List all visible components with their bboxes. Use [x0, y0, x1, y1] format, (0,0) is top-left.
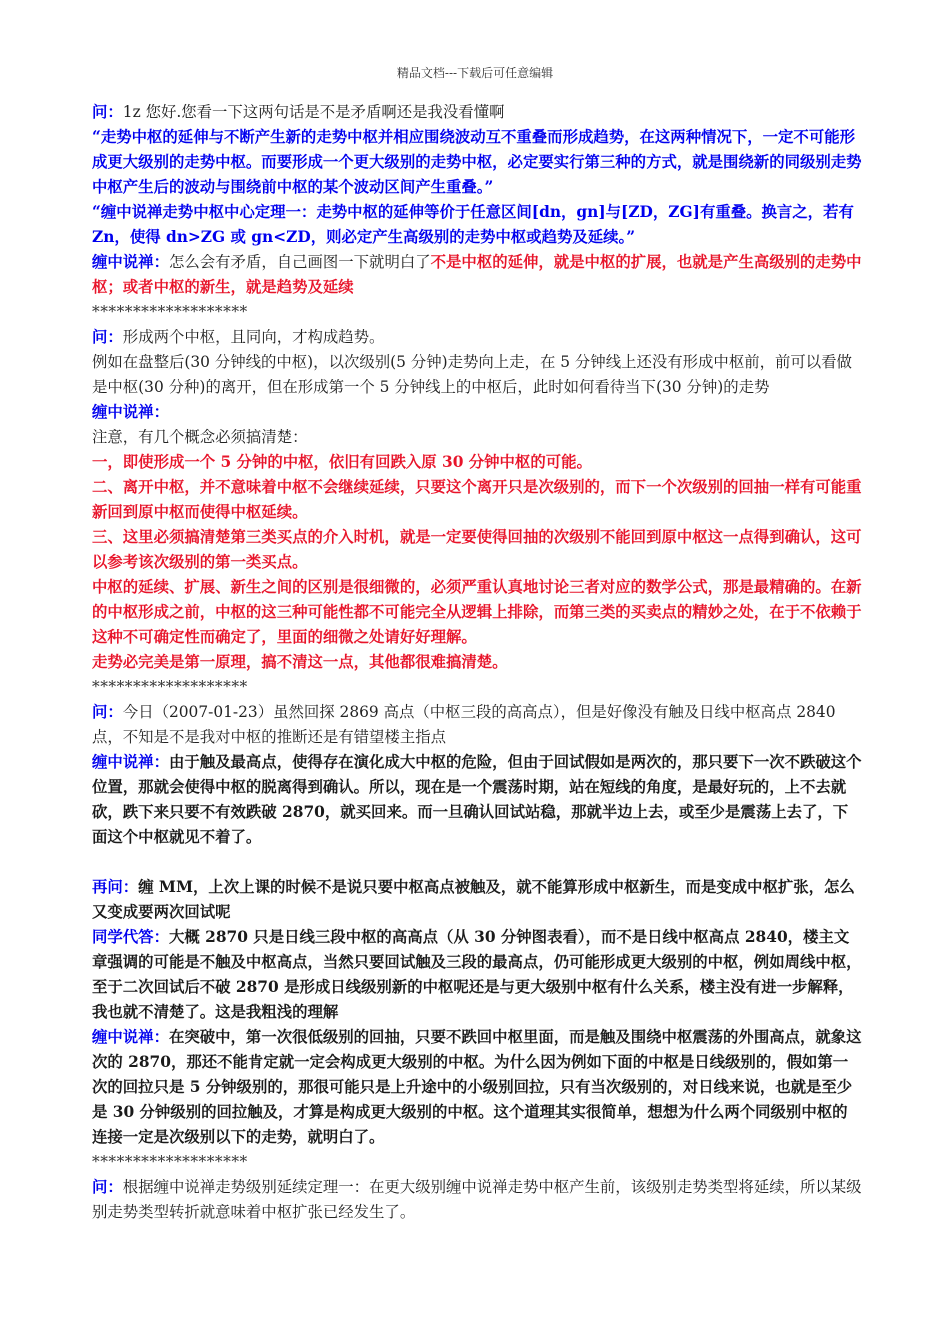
answer-3b	[92, 1025, 862, 1150]
document-body	[92, 100, 862, 1225]
question-1	[92, 100, 862, 125]
question-text: 形成两个中枢，且同向，才构成趋势。	[122, 328, 385, 346]
separator-2: *******************	[92, 678, 248, 696]
question-2-detail: 例如在盘整后(30 分钟线的中枢)，以次级别(5 分钟)走势向上走，在 5 分钟线上还没有形成中枢前，前可以看做是中枢(30 分种)的离开，但在形成第一个 5 分钟线上的中枢后，此时如何看待当下(30 分钟)的走势	[92, 353, 852, 396]
classmate-label: 同学代答：	[92, 928, 169, 946]
answer-label: 缠中说禅：	[92, 403, 169, 421]
answer-label: 缠中说禅：	[92, 753, 169, 771]
page-header: 精品文档---下载后可任意编辑	[396, 66, 554, 80]
answer-highlight: 不是中枢的延伸，就是中枢的扩展，也就是产生高级别的走势中枢；或者中枢的新生，就是趋势及延续	[92, 253, 862, 296]
question-3	[92, 700, 862, 750]
answer-point-5: 走势必完美是第一原理，搞不清这一点，其他都很难搞清楚。	[92, 653, 508, 671]
answer-1	[92, 250, 862, 300]
question-label: 问：	[92, 1178, 123, 1196]
classmate-text: 大概 2870 只是日线三段中枢的高高点（从 30 分钟图表看），而不是日线中枢高点 2840，楼主文章强调的可能是不触及中枢高点，当然只要回试触及三段的最高点，仍可能形成更大级别的中枢，例如周线中枢，至于二次回试后不破 2870 是形成日线级别新的中枢呢还是与更大级别中枢有什么关系，楼主没有进一步解释，我也就不清楚了。这是我粗浅的理解	[92, 928, 862, 1021]
quote-1: “走势中枢的延伸与不断产生新的走势中枢并相应围绕波动互不重叠而形成趋势，在这两种情况下，一定不可能形成更大级别的走势中枢。而要形成一个更大级别的走势中枢，必定要实行第三种的方式，就是围绕新的同级别走势中枢产生后的波动与围绕前中枢的某个波动区间产生重叠。”	[92, 128, 862, 196]
followup-question	[92, 875, 862, 925]
question-4	[92, 1175, 862, 1225]
separator-3: *******************	[92, 1153, 248, 1171]
question-label: 问：	[92, 103, 123, 121]
answer-text: 怎么会有矛盾，自己画图一下就明白了	[168, 253, 431, 271]
followup-text: 缠 MM，上次上课的时候不是说只要中枢高点被触及，就不能算形成中枢新生，而是变成中枢扩张，怎么又变成要两次回试呢	[92, 878, 855, 921]
question-label: 问：	[92, 703, 123, 721]
quote-2: “缠中说禅走势中枢中心定理一：走势中枢的延伸等价于任意区间[dn，gn]与[ZD，ZG]有重叠。换言之，若有 Zn，使得 dn>ZG 或 gn<ZD，则必定产生高级别的走势中枢或趋势及延续。”	[92, 203, 854, 246]
followup-label: 再问：	[92, 878, 139, 896]
answer-label: 缠中说禅：	[92, 1028, 169, 1046]
answer-text: 由于触及最高点，使得存在演化成大中枢的危险，但由于回试假如是两次的，那只要下一次不跌破这个位置，那就会使得中枢的脱离得到确认。所以，现在是一个震荡时期，站在短线的角度，是最好玩的，上不去就砍，跌下来只要不有效跌破 2870，就买回来。而一旦确认回试站稳，那就半边上去，或至少是震荡上去了，下面这个中枢就见不着了。	[92, 753, 862, 846]
question-text: 今日（2007-01-23）虽然回探 2869 高点（中枢三段的高高点），但是好像没有触及日线中枢高点 2840 点，不知是不是我对中枢的推断还是有错望楼主指点	[92, 703, 836, 746]
answer-point-3: 三、这里必须搞清楚第三类买点的介入时机，就是一定要使得回抽的次级别不能回到原中枢这一点得到确认，这可以参考该次级别的第一类买点。	[92, 528, 862, 571]
question-2	[92, 325, 862, 350]
question-text: 1z 您好.您看一下这两句话是不是矛盾啊还是我没看懂啊	[122, 103, 505, 121]
separator-1: *******************	[92, 303, 248, 321]
answer-point-4: 中枢的延续、扩展、新生之间的区别是很细微的，必须严重认真地讨论三者对应的数学公式，那是最精确的。在新的中枢形成之前，中枢的这三种可能性都不可能完全从逻辑上排除，而第三类的买卖点的精妙之处，在于不依赖于这种不可确定性而确定了，里面的细微之处请好好理解。	[92, 578, 862, 646]
answer-3	[92, 750, 862, 850]
classmate-answer	[92, 925, 862, 1025]
blank-line	[92, 850, 862, 875]
answer-label: 缠中说禅：	[92, 253, 169, 271]
question-label: 问：	[92, 328, 123, 346]
answer-point-1: 一，即使形成一个 5 分钟的中枢，依旧有回跌入原 30 分钟中枢的可能。	[92, 453, 592, 471]
question-text: 根据缠中说禅走势级别延续定理一：在更大级别缠中说禅走势中枢产生前，该级别走势类型将延续，所以某级别走势类型转折就意味着中枢扩张已经发生了。	[92, 1178, 862, 1221]
answer-point-2: 二、离开中枢，并不意味着中枢不会继续延续，只要这个离开只是次级别的，而下一个次级别的回抽一样有可能重新回到原中枢而使得中枢延续。	[92, 478, 862, 521]
answer-text: 在突破中，第一次很低级别的回抽，只要不跌回中枢里面，而是触及围绕中枢震荡的外围高点，就象这次的 2870，那还不能肯定就一定会构成更大级别的中枢。为什么因为例如下面的中枢是日线级别的，假如第一次的回拉只是 5 分钟级别的，那很可能只是上升途中的小级别回拉，只有当次级别的，对日线来说，也就是至少是 30 分钟级别的回拉触及，才算是构成更大级别的中枢。这个道理其实很简单，想想为什么两个同级别中枢的连接一定是次级别以下的走势，就明白了。	[92, 1028, 862, 1146]
answer-note: 注意，有几个概念必须搞清楚：	[92, 428, 308, 446]
